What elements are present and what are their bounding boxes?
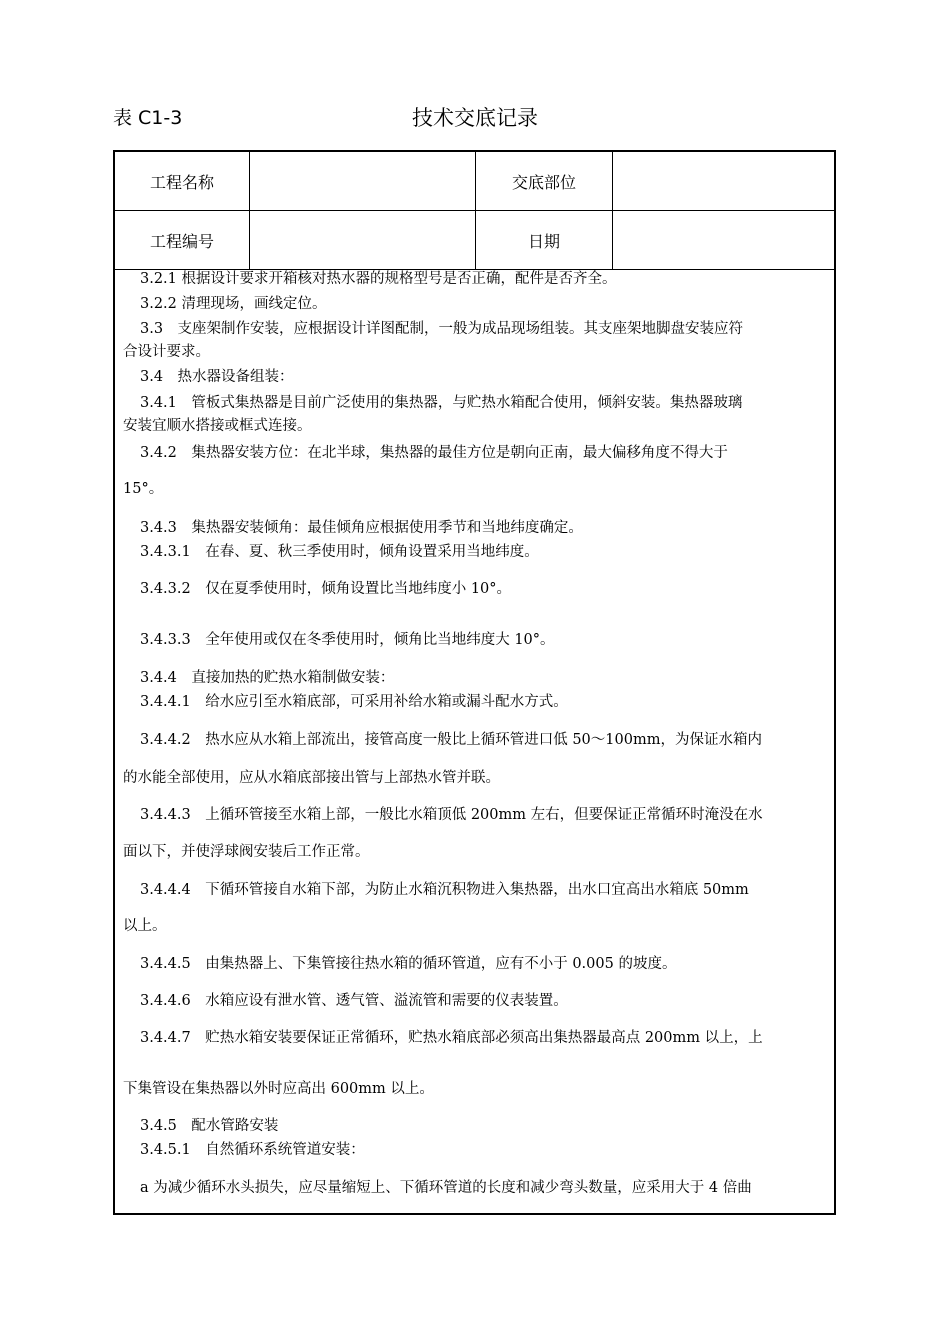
project-name-label: 工程名称: [115, 152, 250, 211]
content-line: 3.4.3 集热器安装倾角：最佳倾角应根据使用季节和当地纬度确定。: [140, 520, 583, 536]
location-value[interactable]: [613, 152, 835, 211]
content-line: 15°。: [123, 481, 164, 497]
content-line: 3.4.3.3 全年使用或仅在冬季使用时，倾角比当地纬度大 10°。: [140, 632, 555, 648]
content-line: 的水能全部使用，应从水箱底部接出管与上部热水管并联。: [123, 770, 500, 786]
content-line: 下集管设在集热器以外时应高出 600mm 以上。: [123, 1081, 434, 1097]
info-table: [115, 152, 834, 270]
info-row: [115, 211, 834, 270]
content-line: 3.4.4.1 给水应引至水箱底部，可采用补给水箱或漏斗配水方式。: [140, 694, 568, 710]
content-line: 3.4.5.1 自然循环系统管道安装：: [140, 1142, 365, 1158]
content-line: 3.4.4 直接加热的贮热水箱制做安装：: [140, 670, 395, 686]
form-code: 表 C1-3: [113, 107, 183, 129]
date-label: 日期: [476, 211, 613, 270]
document-title: 技术交底记录: [412, 106, 538, 130]
content-line: 3.2.1 根据设计要求开箱核对热水器的规格型号是否正确，配件是否齐全。: [140, 271, 617, 287]
content-line: 3.4.4.4 下循环管接自水箱下部，为防止水箱沉积物进入集热器，出水口宜高出水箱底 50mm: [140, 882, 749, 898]
content-line: 3.4.1 管板式集热器是目前广泛使用的集热器，与贮热水箱配合使用，倾斜安装。集热器玻璃: [140, 395, 743, 411]
content-line: 3.4 热水器设备组装：: [140, 369, 294, 385]
content-line: 以上。: [123, 918, 167, 934]
content-line: 3.4.2 集热器安装方位：在北半球，集热器的最佳方位是朝向正南，最大偏移角度不得大于: [140, 445, 728, 461]
content-line: 3.4.4.2 热水应从水箱上部流出，接管高度一般比上循环管进口低 50～100mm，为保证水箱内: [140, 732, 762, 748]
info-row: [115, 152, 834, 211]
content-line: 3.4.4.5 由集热器上、下集管接往热水箱的循环管道，应有不小于 0.005 的坡度。: [140, 956, 677, 972]
content-line: 3.4.3.2 仅在夏季使用时，倾角设置比当地纬度小 10°。: [140, 581, 512, 597]
content-line: 3.3 支座架制作安装，应根据设计详图配制，一般为成品现场组装。其支座架地脚盘安装应符: [140, 321, 744, 337]
project-no-value[interactable]: [250, 211, 476, 270]
content-line: 3.2.2 清理现场，画线定位。: [140, 296, 327, 312]
content-line: 合设计要求。: [123, 344, 210, 360]
content-line: 3.4.4.3 上循环管接至水箱上部，一般比水箱顶低 200mm 左右，但要保证正常循环时淹没在水: [140, 807, 763, 823]
content-line: 安装宜顺水搭接或框式连接。: [123, 418, 312, 434]
content-line: 3.4.3.1 在春、夏、秋三季使用时，倾角设置采用当地纬度。: [140, 544, 539, 560]
content-line: a 为减少循环水头损失，应尽量缩短上、下循环管道的长度和减少弯头数量，应采用大于 4 倍曲: [140, 1180, 752, 1196]
project-name-value[interactable]: [250, 152, 476, 211]
date-value[interactable]: [613, 211, 835, 270]
content-line: 3.4.4.6 水箱应设有泄水管、透气管、溢流管和需要的仪表装置。: [140, 993, 568, 1009]
record-table: [113, 150, 836, 1215]
content-line: 面以下，并使浮球阀安装后工作正常。: [123, 844, 370, 860]
location-label: 交底部位: [476, 152, 613, 211]
content-line: 3.4.4.7 贮热水箱安装要保证正常循环，贮热水箱底部必须高出集热器最高点 200mm 以上，上: [140, 1030, 763, 1046]
project-no-label: 工程编号: [115, 211, 250, 270]
content-line: 3.4.5 配水管路安装: [140, 1118, 279, 1134]
